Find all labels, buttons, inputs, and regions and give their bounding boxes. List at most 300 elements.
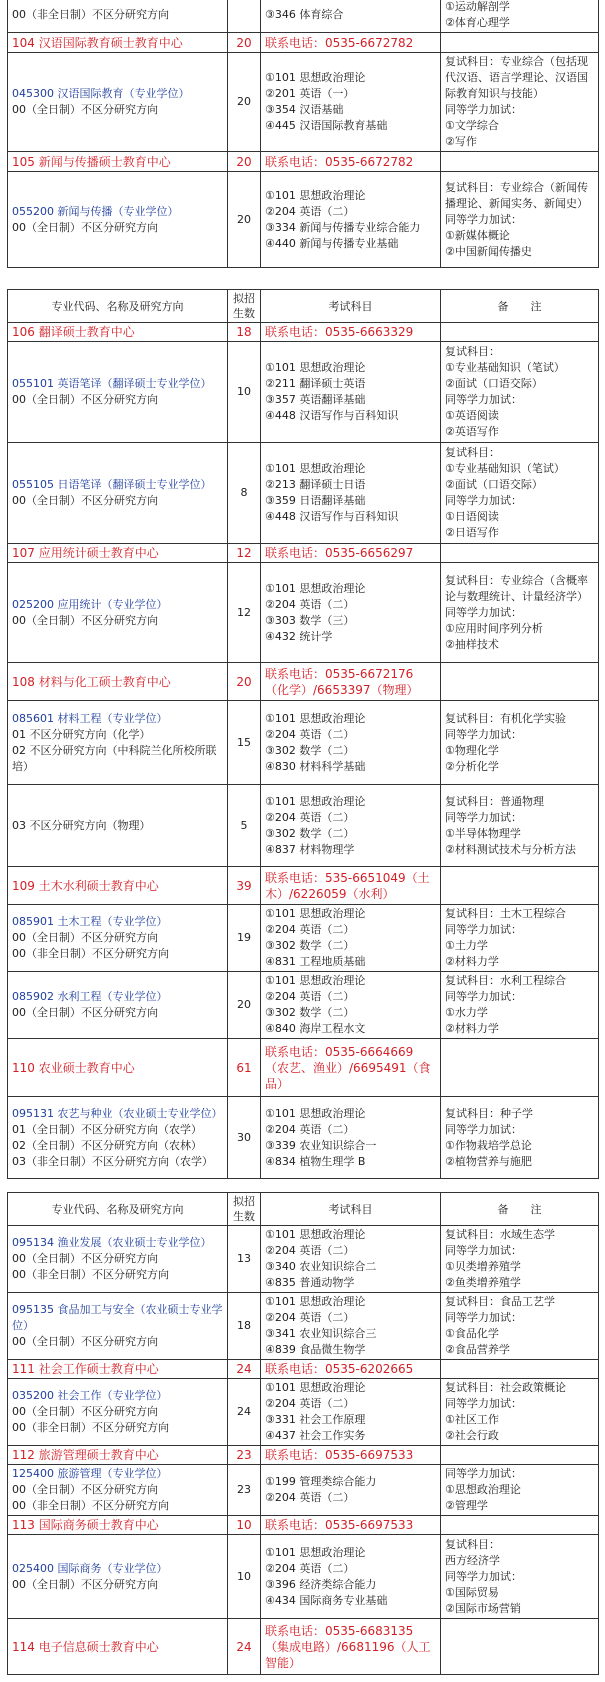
remark-line: 同等学力加试： bbox=[445, 1244, 522, 1257]
header-quota: 拟招 生数 bbox=[228, 290, 261, 323]
remark-line: 复试科目：普通物理 bbox=[445, 794, 544, 808]
quota-cell: 15 bbox=[228, 701, 261, 785]
remarks-cell bbox=[441, 0, 599, 33]
program-name: 035200 社会工作（专业学位） bbox=[12, 1389, 168, 1402]
program-cell bbox=[8, 53, 228, 152]
program-cell bbox=[8, 701, 228, 785]
center-row bbox=[8, 1360, 599, 1379]
center-row bbox=[8, 867, 599, 905]
subject-line: ①101 思想政治理论 bbox=[265, 794, 366, 808]
quota-cell bbox=[228, 0, 261, 33]
center-quota: 39 bbox=[228, 867, 261, 905]
program-cell bbox=[8, 1097, 228, 1179]
center-quota: 20 bbox=[228, 663, 261, 701]
remark-line: 同等学力加试： bbox=[445, 605, 522, 619]
remarks-cell bbox=[441, 701, 599, 785]
quota-cell: 12 bbox=[228, 563, 261, 663]
direction-line: 00（全日制）不区分研究方向 bbox=[12, 494, 158, 507]
direction-line: 00（全日制）不区分研究方向 bbox=[12, 931, 158, 944]
remarks-cell bbox=[441, 972, 599, 1039]
subject-line: ①101 思想政治理论 bbox=[265, 71, 366, 84]
remark-line: 同等学力加试： bbox=[445, 923, 522, 936]
subject-line: ②213 翻译硕士日语 bbox=[265, 478, 366, 491]
subject-line: ③334 新闻与传播专业综合能力 bbox=[265, 220, 421, 234]
subject-line: ④834 植物生理学 B bbox=[265, 1154, 366, 1168]
remarks-cell bbox=[441, 1039, 599, 1097]
program-name: 025400 国际商务（专业学位） bbox=[12, 1561, 168, 1575]
program-cell bbox=[8, 905, 228, 972]
direction-line: 00（全日制）不区分研究方向 bbox=[12, 1252, 158, 1265]
remarks-cell bbox=[441, 785, 599, 867]
center-quota: 12 bbox=[228, 544, 261, 563]
exam-subjects-cell bbox=[261, 785, 441, 867]
remarks-cell bbox=[441, 342, 599, 443]
direction-line: 00（全日制）不区分研究方向 bbox=[12, 393, 158, 406]
remark-line: ①专业基础知识（笔试） bbox=[445, 361, 565, 374]
exam-subjects-cell bbox=[261, 53, 441, 152]
remark-line: ①作物栽培学总论 bbox=[445, 1138, 532, 1152]
direction-line: 00（全日制）不区分研究方向 bbox=[12, 1006, 158, 1019]
subject-line: ④837 材料物理学 bbox=[265, 842, 355, 856]
direction-line: 00（非全日制）不区分研究方向 bbox=[12, 8, 169, 21]
remark-line: ①贝类增养殖学 bbox=[445, 1260, 521, 1273]
header-remarks: 备 注 bbox=[441, 290, 599, 323]
remark-line: 同等学力加试： bbox=[445, 212, 522, 226]
subject-line: ④448 汉语写作与百科知识 bbox=[265, 510, 399, 523]
center-phone: 联系电话：0535-6697533 bbox=[261, 1516, 441, 1535]
exam-subjects-cell bbox=[261, 701, 441, 785]
program-name: 055101 英语笔译（翻译硕士专业学位） bbox=[12, 377, 212, 390]
center-phone: 联系电话：0535-6672782 bbox=[261, 152, 441, 172]
center-row bbox=[8, 1446, 599, 1465]
center-quota: 20 bbox=[228, 152, 261, 172]
subject-line: ③340 农业知识综合二 bbox=[265, 1260, 377, 1273]
program-cell bbox=[8, 172, 228, 268]
center-row bbox=[8, 1039, 599, 1097]
remark-line: 同等学力加试： bbox=[445, 103, 522, 116]
subject-line: ②204 英语（二） bbox=[265, 727, 355, 741]
subject-line: ③354 汉语基础 bbox=[265, 103, 344, 116]
direction-line: 00（非全日制）不区分研究方向 bbox=[12, 1421, 169, 1434]
remark-line: ②抽样技术 bbox=[445, 637, 499, 651]
center-name: 104 汉语国际教育硕士教育中心 bbox=[8, 33, 228, 53]
direction-line: 03（非全日制）不区分研究方向（农学） bbox=[12, 1154, 213, 1168]
program-cell bbox=[8, 0, 228, 33]
subject-line: ③302 数学（二） bbox=[265, 1006, 355, 1019]
subject-line: ①101 思想政治理论 bbox=[265, 1381, 366, 1394]
program-cell bbox=[8, 1226, 228, 1293]
remarks-cell bbox=[441, 663, 599, 701]
table-row bbox=[8, 1293, 599, 1360]
quota-cell: 24 bbox=[228, 1379, 261, 1446]
remark-line: ①食品化学 bbox=[445, 1327, 499, 1340]
center-phone: 联系电话：0535-6656297 bbox=[261, 544, 441, 563]
remark-line: 复试科目： bbox=[445, 446, 500, 459]
exam-subjects-cell bbox=[261, 1226, 441, 1293]
quota-cell: 8 bbox=[228, 443, 261, 544]
remarks-cell bbox=[441, 1293, 599, 1360]
subject-line: ③346 体育综合 bbox=[265, 8, 344, 21]
program-cell bbox=[8, 1465, 228, 1516]
remarks-cell bbox=[441, 1360, 599, 1379]
remark-line: ②分析化学 bbox=[445, 759, 499, 773]
remarks-cell bbox=[441, 1379, 599, 1446]
direction-line: 03 不区分研究方向（物理） bbox=[12, 818, 151, 832]
subject-line: ④434 国际商务专业基础 bbox=[265, 1593, 388, 1607]
subject-line: ③302 数学（二） bbox=[265, 939, 355, 952]
center-name: 106 翻译硕士教育中心 bbox=[8, 323, 228, 342]
subject-line: ②211 翻译硕士英语 bbox=[265, 377, 366, 390]
center-quota: 61 bbox=[228, 1039, 261, 1097]
center-phone: 联系电话：0535-6664669（农艺、渔业）/6695491（食品） bbox=[261, 1039, 441, 1097]
remark-line: ①半导体物理学 bbox=[445, 826, 521, 840]
subject-line: ②204 英语（二） bbox=[265, 1561, 355, 1575]
center-name: 111 社会工作硕士教育中心 bbox=[8, 1360, 228, 1379]
table-row bbox=[8, 1465, 599, 1516]
subject-line: ②204 英语（二） bbox=[265, 204, 355, 218]
remark-line: 复试科目：专业综合（新闻传播理论、新闻实务、新闻史） bbox=[445, 180, 588, 210]
remark-line: 同等学力加试： bbox=[445, 1311, 522, 1324]
center-quota: 23 bbox=[228, 1446, 261, 1465]
subject-line: ④839 食品微生物学 bbox=[265, 1343, 366, 1356]
remarks-cell bbox=[441, 1226, 599, 1293]
subject-line: ①101 思想政治理论 bbox=[265, 907, 366, 920]
remark-line: ②中国新闻传播史 bbox=[445, 244, 532, 258]
remarks-cell bbox=[441, 1446, 599, 1465]
header-exam: 考试科目 bbox=[261, 290, 441, 323]
remarks-cell bbox=[441, 905, 599, 972]
subject-line: ①101 思想政治理论 bbox=[265, 462, 366, 475]
table-row bbox=[8, 443, 599, 544]
quota-cell: 13 bbox=[228, 1226, 261, 1293]
subject-line: ④432 统计学 bbox=[265, 629, 333, 643]
program-cell bbox=[8, 563, 228, 663]
center-name: 114 电子信息硕士教育中心 bbox=[8, 1619, 228, 1675]
header-quota: 拟招 生数 bbox=[228, 1193, 261, 1226]
direction-line: 00（全日制）不区分研究方向 bbox=[12, 103, 158, 116]
remark-line: 复试科目：食品工艺学 bbox=[445, 1295, 555, 1308]
table-header-row bbox=[8, 290, 599, 323]
exam-subjects-cell bbox=[261, 443, 441, 544]
subject-line: ③303 数学（三） bbox=[265, 613, 355, 627]
remark-line: ②材料力学 bbox=[445, 955, 499, 968]
remark-line: ②社会行政 bbox=[445, 1429, 499, 1442]
remarks-cell bbox=[441, 867, 599, 905]
remarks-cell bbox=[441, 1465, 599, 1516]
quota-cell: 10 bbox=[228, 1535, 261, 1619]
program-cell bbox=[8, 1379, 228, 1446]
program-cell bbox=[8, 1535, 228, 1619]
remark-line: 同等学力加试： bbox=[445, 1122, 522, 1136]
center-name: 107 应用统计硕士教育中心 bbox=[8, 544, 228, 563]
remark-line: 同等学力加试： bbox=[445, 810, 522, 824]
subject-line: ②204 英语（二） bbox=[265, 1397, 355, 1410]
table-row bbox=[8, 972, 599, 1039]
quota-cell: 30 bbox=[228, 1097, 261, 1179]
program-name: 055200 新闻与传播（专业学位） bbox=[12, 204, 179, 218]
subject-line: ②201 英语（一） bbox=[265, 87, 355, 100]
subject-line: ①101 思想政治理论 bbox=[265, 1295, 366, 1308]
remark-line: ②食品营养学 bbox=[445, 1343, 510, 1356]
direction-line: 00（全日制）不区分研究方向 bbox=[12, 220, 158, 234]
program-name: 095131 农艺与种业（农业硕士专业学位） bbox=[12, 1106, 223, 1120]
remarks-cell bbox=[441, 544, 599, 563]
subject-line: ②204 英语（二） bbox=[265, 1311, 355, 1324]
quota-cell: 5 bbox=[228, 785, 261, 867]
subject-line: ④437 社会工作实务 bbox=[265, 1429, 366, 1442]
direction-line: 00（全日制）不区分研究方向 bbox=[12, 613, 158, 627]
remark-line: 同等学力加试： bbox=[445, 727, 522, 741]
remark-line: 复试科目：专业综合（包括现代汉语、语言学理论、汉语国际教育知识与技能） bbox=[445, 55, 588, 100]
subject-line: ②204 英语（二） bbox=[265, 923, 355, 936]
remark-line: 同等学力加试： bbox=[445, 1569, 522, 1583]
center-name: 113 国际商务硕士教育中心 bbox=[8, 1516, 228, 1535]
remark-line: 同等学力加试： bbox=[445, 494, 522, 507]
remark-line: ②植物营养与施肥 bbox=[445, 1154, 532, 1168]
center-quota: 10 bbox=[228, 1516, 261, 1535]
program-name: 085901 土木工程（专业学位） bbox=[12, 915, 168, 928]
remark-line: ①物理化学 bbox=[445, 743, 499, 757]
quota-cell: 20 bbox=[228, 172, 261, 268]
subject-line: ①101 思想政治理论 bbox=[265, 1228, 366, 1241]
subject-line: ②204 英语（二） bbox=[265, 810, 355, 824]
remark-line: ②鱼类增养殖学 bbox=[445, 1276, 521, 1289]
subject-line: ②204 英语（二） bbox=[265, 1491, 355, 1504]
quota-cell: 10 bbox=[228, 342, 261, 443]
direction-line: 00（全日制）不区分研究方向 bbox=[12, 1405, 158, 1418]
quota-cell: 23 bbox=[228, 1465, 261, 1516]
remark-line: ①水力学 bbox=[445, 1006, 488, 1019]
center-name: 109 土木水利硕士教育中心 bbox=[8, 867, 228, 905]
remark-line: ①社区工作 bbox=[445, 1413, 499, 1426]
subject-line: ②204 英语（二） bbox=[265, 990, 355, 1003]
center-phone: 联系电话：0535-6663329 bbox=[261, 323, 441, 342]
exam-subjects-cell bbox=[261, 172, 441, 268]
center-name: 105 新闻与传播硕士教育中心 bbox=[8, 152, 228, 172]
exam-subjects-cell bbox=[261, 1293, 441, 1360]
exam-subjects-cell bbox=[261, 1379, 441, 1446]
remarks-cell bbox=[441, 1535, 599, 1619]
remarks-cell bbox=[441, 443, 599, 544]
remark-line: 同等学力加试： bbox=[445, 990, 522, 1003]
center-quota: 20 bbox=[228, 33, 261, 53]
remark-line: ①国际贸易 bbox=[445, 1585, 499, 1599]
remarks-cell bbox=[441, 1516, 599, 1535]
exam-subjects-cell bbox=[261, 1535, 441, 1619]
center-phone: 联系电话：0535-6683135（集成电路）/6681196（人工智能） bbox=[261, 1619, 441, 1675]
remarks-cell bbox=[441, 33, 599, 53]
remark-line: ②材料力学 bbox=[445, 1022, 499, 1035]
remark-line: ①思想政治理论 bbox=[445, 1483, 521, 1496]
direction-line: 02（全日制）不区分研究方向（农林） bbox=[12, 1138, 202, 1152]
subject-line: ①101 思想政治理论 bbox=[265, 188, 366, 202]
exam-subjects-cell bbox=[261, 905, 441, 972]
center-name: 110 农业硕士教育中心 bbox=[8, 1039, 228, 1097]
table-row bbox=[8, 701, 599, 785]
table-row bbox=[8, 785, 599, 867]
center-phone: 联系电话：0535-6672782 bbox=[261, 33, 441, 53]
header-program: 专业代码、名称及研究方向 bbox=[8, 1193, 228, 1226]
remark-line: 复试科目：有机化学实验 bbox=[445, 711, 566, 725]
remark-line: ①运动解剖学 bbox=[445, 0, 510, 13]
direction-line: 02 不区分研究方向（中科院兰化所校所联培） bbox=[12, 743, 217, 773]
table-row bbox=[8, 1535, 599, 1619]
program-name: 095134 渔业发展（农业硕士专业学位） bbox=[12, 1236, 212, 1249]
remark-line: ②体育心理学 bbox=[445, 16, 510, 29]
remark-line: ②面试（口语交际） bbox=[445, 478, 543, 491]
center-quota: 24 bbox=[228, 1360, 261, 1379]
center-row bbox=[8, 544, 599, 563]
remark-line: ①英语阅读 bbox=[445, 409, 499, 422]
subject-line: ③339 农业知识综合一 bbox=[265, 1138, 377, 1152]
table-row bbox=[8, 1097, 599, 1179]
program-cell bbox=[8, 972, 228, 1039]
program-name: 125400 旅游管理（专业学位） bbox=[12, 1467, 168, 1480]
remarks-cell bbox=[441, 323, 599, 342]
direction-line: 00（非全日制）不区分研究方向 bbox=[12, 1499, 169, 1512]
remarks-cell bbox=[441, 152, 599, 172]
remark-line: 复试科目：专业综合（含概率论与数理统计、计量经济学） bbox=[445, 573, 588, 603]
header-remarks: 备 注 bbox=[441, 1193, 599, 1226]
admissions-table-3 bbox=[7, 1192, 599, 1675]
subject-line: ③357 英语翻译基础 bbox=[265, 393, 366, 406]
remarks-cell bbox=[441, 172, 599, 268]
subject-line: ①101 思想政治理论 bbox=[265, 1545, 366, 1559]
remark-line: ①土力学 bbox=[445, 939, 488, 952]
center-row bbox=[8, 663, 599, 701]
program-name: 085601 材料工程（专业学位） bbox=[12, 711, 168, 725]
remark-line: ②日语写作 bbox=[445, 526, 499, 539]
subject-line: ③341 农业知识综合三 bbox=[265, 1327, 377, 1340]
direction-line: 00（非全日制）不区分研究方向 bbox=[12, 947, 169, 960]
remark-line: ②材料测试技术与分析方法 bbox=[445, 842, 576, 856]
remark-line: ②管理学 bbox=[445, 1499, 488, 1512]
remark-line: 复试科目：水利工程综合 bbox=[445, 974, 566, 987]
remark-line: 同等学力加试： bbox=[445, 1397, 522, 1410]
subject-line: ②204 英语（二） bbox=[265, 1244, 355, 1257]
table-row bbox=[8, 1226, 599, 1293]
remark-line: 同等学力加试： bbox=[445, 393, 522, 406]
center-phone: 联系电话：0535-6697533 bbox=[261, 1446, 441, 1465]
remark-line: ①新媒体概论 bbox=[445, 228, 510, 242]
subject-line: ①101 思想政治理论 bbox=[265, 711, 366, 725]
remarks-cell bbox=[441, 563, 599, 663]
subject-line: ③359 日语翻译基础 bbox=[265, 494, 366, 507]
table-row bbox=[8, 0, 599, 33]
program-cell bbox=[8, 342, 228, 443]
center-phone: 联系电话：0535-6202665 bbox=[261, 1360, 441, 1379]
center-quota: 24 bbox=[228, 1619, 261, 1675]
quota-cell: 18 bbox=[228, 1293, 261, 1360]
remarks-cell bbox=[441, 1619, 599, 1675]
remarks-cell bbox=[441, 1097, 599, 1179]
center-row bbox=[8, 323, 599, 342]
program-name: 055105 日语笔译（翻译硕士专业学位） bbox=[12, 478, 212, 491]
table-row bbox=[8, 342, 599, 443]
subject-line: ①199 管理类综合能力 bbox=[265, 1475, 377, 1488]
direction-line: 00（全日制）不区分研究方向 bbox=[12, 1335, 158, 1348]
subject-line: ④830 材料科学基础 bbox=[265, 759, 366, 773]
subject-line: ①101 思想政治理论 bbox=[265, 1106, 366, 1120]
subject-line: ④840 海岸工程水文 bbox=[265, 1022, 366, 1035]
subject-line: ①101 思想政治理论 bbox=[265, 581, 366, 595]
subject-line: ④835 普通动物学 bbox=[265, 1276, 355, 1289]
remark-line: 复试科目：土木工程综合 bbox=[445, 907, 566, 920]
table-row bbox=[8, 563, 599, 663]
table-row bbox=[8, 53, 599, 152]
center-row bbox=[8, 152, 599, 172]
header-program: 专业代码、名称及研究方向 bbox=[8, 290, 228, 323]
center-name: 108 材料与化工硕士教育中心 bbox=[8, 663, 228, 701]
quota-cell: 19 bbox=[228, 905, 261, 972]
remark-line: 复试科目： bbox=[445, 1537, 500, 1551]
subject-line: ④445 汉语国际教育基础 bbox=[265, 119, 388, 132]
center-row bbox=[8, 1516, 599, 1535]
remark-line: ②英语写作 bbox=[445, 425, 499, 438]
header-exam: 考试科目 bbox=[261, 1193, 441, 1226]
direction-line: 00（全日制）不区分研究方向 bbox=[12, 1577, 158, 1591]
remarks-cell bbox=[441, 53, 599, 152]
remark-line: ②写作 bbox=[445, 135, 477, 148]
remark-line: 复试科目：水域生态学 bbox=[445, 1228, 555, 1241]
center-row bbox=[8, 33, 599, 53]
table-row bbox=[8, 172, 599, 268]
direction-line: 00（全日制）不区分研究方向 bbox=[12, 1483, 158, 1496]
direction-line: 00（非全日制）不区分研究方向 bbox=[12, 1268, 169, 1281]
center-name: 112 旅游管理硕士教育中心 bbox=[8, 1446, 228, 1465]
remark-line: 复试科目：种子学 bbox=[445, 1106, 533, 1120]
exam-subjects-cell bbox=[261, 1465, 441, 1516]
remark-line: ②国际市场营销 bbox=[445, 1601, 521, 1615]
subject-line: ③396 经济类综合能力 bbox=[265, 1577, 377, 1591]
admissions-table-2 bbox=[7, 289, 599, 1179]
remark-line: ①日语阅读 bbox=[445, 510, 499, 523]
exam-subjects-cell bbox=[261, 1097, 441, 1179]
remark-line: 复试科目： bbox=[445, 345, 500, 358]
program-name: 025200 应用统计（专业学位） bbox=[12, 597, 168, 611]
exam-subjects-cell bbox=[261, 563, 441, 663]
subject-line: ②204 英语（二） bbox=[265, 1122, 355, 1136]
exam-subjects-cell bbox=[261, 0, 441, 33]
remark-line: 西方经济学 bbox=[445, 1553, 500, 1567]
remark-line: ②面试（口语交际） bbox=[445, 377, 543, 390]
program-cell bbox=[8, 785, 228, 867]
center-row bbox=[8, 1619, 599, 1675]
program-cell bbox=[8, 1293, 228, 1360]
table-row bbox=[8, 1379, 599, 1446]
subject-line: ③302 数学（二） bbox=[265, 743, 355, 757]
direction-line: 01（全日制）不区分研究方向（农学） bbox=[12, 1122, 202, 1136]
remark-line: 复试科目：社会政策概论 bbox=[445, 1381, 566, 1394]
quota-cell: 20 bbox=[228, 972, 261, 1039]
program-cell bbox=[8, 443, 228, 544]
program-name: 085902 水利工程（专业学位） bbox=[12, 990, 168, 1003]
subject-line: ④440 新闻与传播专业基础 bbox=[265, 236, 399, 250]
quota-cell: 20 bbox=[228, 53, 261, 152]
subject-line: ④831 工程地质基础 bbox=[265, 955, 366, 968]
center-phone: 联系电话：0535-6672176（化学）/6653397（物理） bbox=[261, 663, 441, 701]
exam-subjects-cell bbox=[261, 972, 441, 1039]
center-quota: 18 bbox=[228, 323, 261, 342]
table-header-row bbox=[8, 1193, 599, 1226]
program-name: 095135 食品加工与安全（农业硕士专业学位） bbox=[12, 1303, 223, 1332]
admissions-table-1 bbox=[7, 0, 599, 268]
subject-line: ①101 思想政治理论 bbox=[265, 974, 366, 987]
subject-line: ③331 社会工作原理 bbox=[265, 1413, 366, 1426]
subject-line: ③302 数学（二） bbox=[265, 826, 355, 840]
remark-line: ①应用时间序列分析 bbox=[445, 621, 543, 635]
subject-line: ②204 英语（二） bbox=[265, 597, 355, 611]
